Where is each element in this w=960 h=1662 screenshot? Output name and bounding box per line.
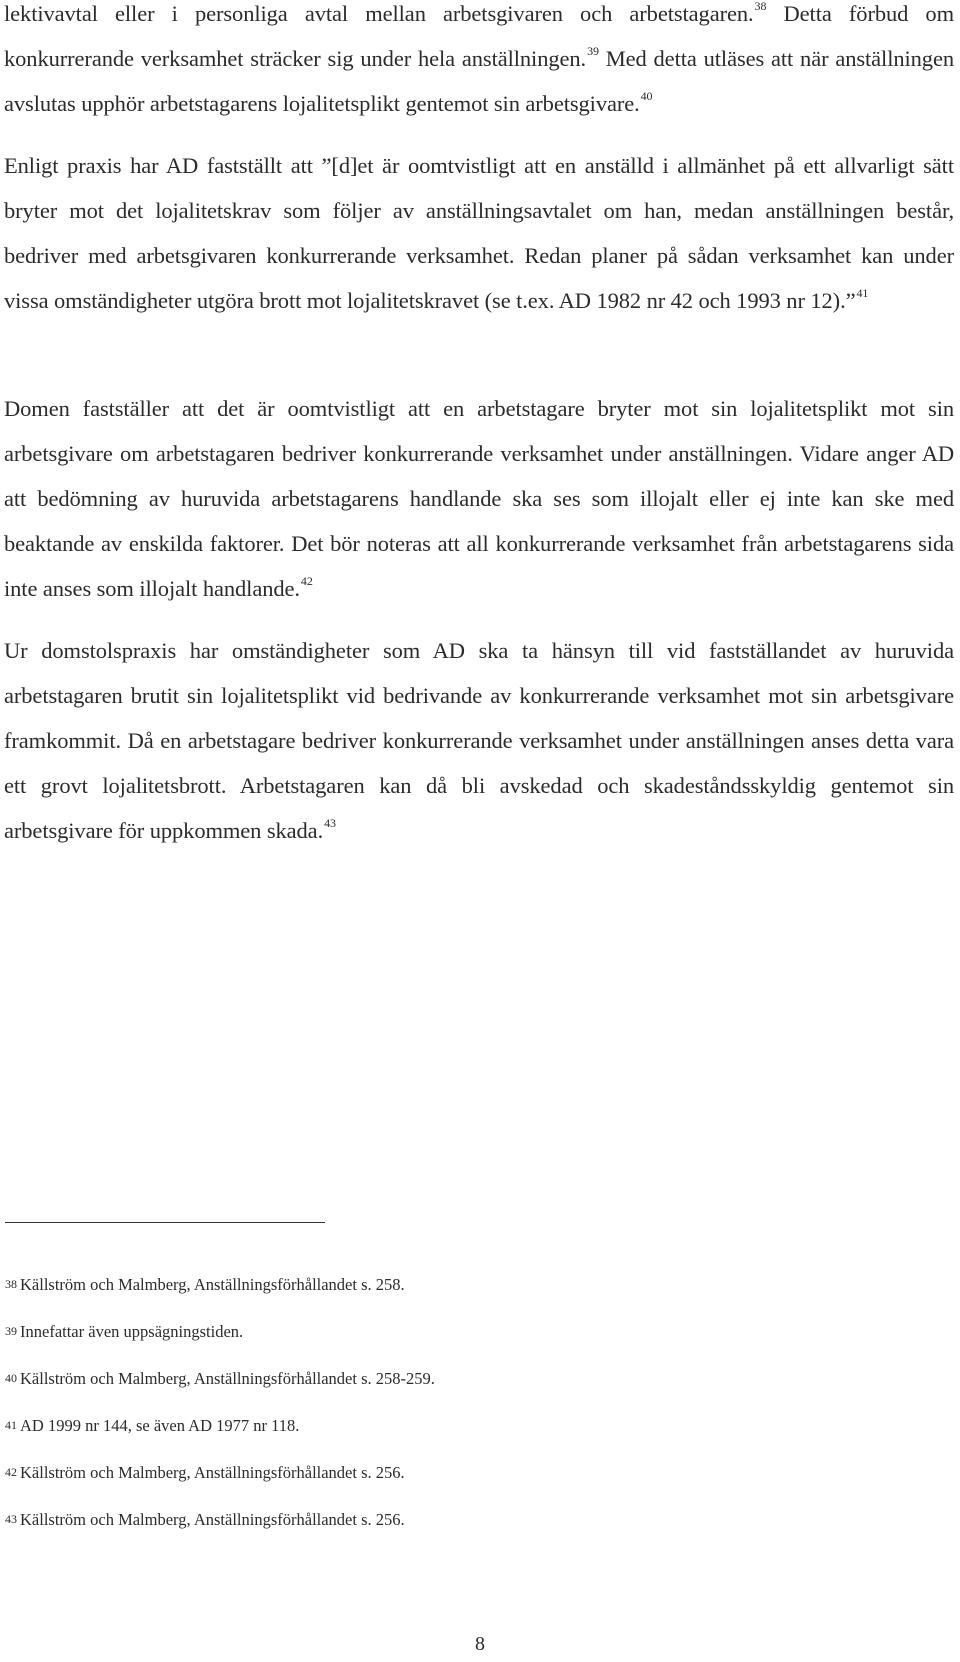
footnote-reference[interactable]: 38 [754,0,767,13]
footnote-reference[interactable]: 39 [587,44,599,58]
footnote-reference[interactable]: 42 [300,574,313,588]
footnote-reference[interactable]: 43 [324,816,336,830]
page-number: 8 [475,1633,485,1655]
paragraph-text: lektivavtal eller i personliga avtal mellan arbetsgivaren och arbetstagaren. [4,1,754,26]
footnote-number: 39 [5,1324,17,1338]
footnote-number: 38 [5,1277,17,1291]
footnote-item [5,1450,945,1497]
footnote-number: 41 [5,1418,17,1432]
paragraph-text: Med detta utläses att när anställningen avslutas upphör arbetstagarens lojalitetsplikt gentemot sin arbetsgivare. [4,46,954,116]
paragraph-4 [4,628,954,853]
paragraph-text: Domen fastställer att det är oomtvistligt att en arbetstagare bryter mot sin lojalitetsplikt mot sin arbetsgivare om arbetstagaren bedriver konkurrerande verksamhet under anställningen. Vidare anger AD att bedömning av huruvida arbetstagarens handlande ska ses som illojalt eller ej inte kan ske med beaktande av enskilda faktorer. Det bör noteras att all konkurrerande verksamhet från arbetstagarens sida inte anses som illojalt handlande. [4,396,954,601]
paragraph-text: Ur domstolspraxis har omständigheter som AD ska ta hänsyn till vid fastställandet av huruvida arbetstagaren brutit sin lojalitetsplikt vid bedrivande av konkurrerande verksamhet mot sin arbetsgivare framkommit. Då en arbetstagare bedriver konkurrerande verksamhet under anställningen anses detta vara ett grovt lojalitetsbrott. Arbetstagaren kan då bli avskedad och skadeståndsskyldig gentemot sin arbetsgivare för uppkommen skada. [4,638,954,843]
footnote-text: AD 1999 nr 144, se även AD 1977 nr 118. [20,1416,300,1435]
paragraph-1 [4,0,954,126]
paragraph-2 [4,143,954,323]
paragraph-text: Detta förbud om konkurrerande verksamhet sträcker sig under hela anställningen. [4,1,954,71]
footnote-item [5,1356,945,1403]
footnote-text: Källström och Malmberg, Anställningsförhållandet s. 256. [20,1510,405,1529]
footnote-item [5,1262,945,1309]
footnote-number: 40 [5,1371,17,1385]
footnote-text: Källström och Malmberg, Anställningsförhållandet s. 258-259. [20,1369,435,1388]
footnote-separator [5,1222,325,1223]
footnote-reference[interactable]: 40 [640,89,653,103]
footnote-text: Innefattar även uppsägningstiden. [20,1322,244,1341]
footnote-reference[interactable]: 41 [856,286,869,300]
footnote-list [5,1262,945,1544]
paragraph-3 [4,386,954,611]
paragraph-text: Enligt praxis har AD fastställt att ”[d]et är oomtvistligt att en anställd i allmänhet på ett allvarligt sätt bryter mot det lojalitetskrav som följer av anställningsavtalet om han, medan anställningen består, bedriver med arbetsgivaren konkurrerande verksamhet. Redan planer på sådan verksamhet kan under vissa omständigheter utgöra brott mot lojalitetskravet (se t.ex. AD 1982 nr 42 och 1993 nr 12).” [4,153,954,313]
footnote-item [5,1403,945,1450]
footnote-number: 43 [5,1512,17,1526]
footnote-text: Källström och Malmberg, Anställningsförhållandet s. 256. [20,1463,405,1482]
footnote-item [5,1309,945,1356]
footnote-item [5,1497,945,1544]
footnote-text: Källström och Malmberg, Anställningsförhållandet s. 258. [20,1275,405,1294]
footnote-number: 42 [5,1465,17,1479]
